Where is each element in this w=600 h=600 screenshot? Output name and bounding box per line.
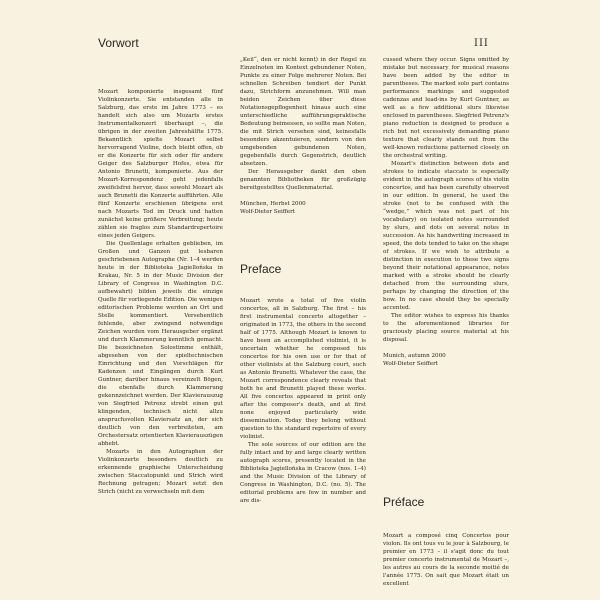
page-number: III <box>474 38 489 49</box>
paragraph: The sole sources of our edition are the fully intact and by and large clearly written autograph scores, presently located in the Biblioteka Jagiellońska in Cracow (nos. 1–4) and the Music Division of the Library of Congress in Washington, D.C. (no. 5). The editorial problems are few in number and are dis- <box>240 442 366 504</box>
signature-name: Wolf-Dieter Seiffert <box>383 361 439 367</box>
paragraph: Mozart a composé cinq Concertos pour violon. Ils ont tous vu le jour à Salzbourg, le premier en 1773 – il s'agit donc du tout premier concerto instrumental de Mozart –, les autres au cours de la seconde moitié de l'année 1775. On sait que Mozart était un excellent <box>383 533 509 587</box>
column-preface-continued <box>383 56 509 368</box>
column-vorwort-continued <box>240 56 366 216</box>
paragraph: Die Quellenlage erhalten geblieben, im Großen und Ganzen gut lesbaren geschriebenen Autographe (Nr. 1–4 werden heute in der Biblioteka Jagiellońska in Krakau, Nr. 5 in der Music Division der Library of Congress in Washington D.C. aufbewahrt) bilden jeweils die einzige Quelle für vorliegende Edition. Die wenigen editorischen Probleme werden an Ort und Stelle kommentiert. Versehentlich fehlende, aber zwingend notwendige Zeichen wurden vom Herausgeber ergänzt und durch Klammerung kenntlich gemacht. Die bezeichneten Solostimme enthält, abgesehen von der spieltechnischen Einrichtung und den Vorschlägen für Kadenzen und Eingängen durch Kurt Guntner, darüber hinaus vereinzelt Bögen, die ebenfalls durch Klammerung gekennzeichnet werden. Der Klavierauszug von Siegfried Petrenz strebt einen gut klingenden, technisch nicht allzu anspruchsvollen Klaviersatz an, der sich deutlich von den verbreiteten, am Orchestersatz orientierten Klavierauszügen abhebt. <box>98 241 223 447</box>
paragraph: Mozart's distinction between dots and strokes to indicate staccato is especially evident in the autograph scores of his violin concertos, and has been carefully observed in our edition. In general, he used the stroke (not to be confused with the “wedge,” which was not part of his vocabulary) on isolated notes surrounded by slurs, and dots on several notes in succession. As his handwriting increased in speed, the dots tended to take on the shape of strokes. If we wish to attribute a distinction in execution to these two signs beyond their notational appearance, notes marked with a stroke should be clearly detached from the surrounding slurs, perhaps by changing the direction of the bow. In no case should they be specially accented. <box>383 161 509 311</box>
paragraph: „Keil“, den er nicht kennt) in der Regel zu Einzelnoten im Kontext gebundener Noten, Punkte zu einer Folge mehrerer Noten. Bei schnellen Schreiben tendiert der Punkt dazu, Strichform anzunehmen. Will man beiden Zeichen über diese Notationsgepflogenheit hinaus auch eine unterschiedliche aufführungspraktische Bedeutung beimessen, so sollte man Noten, die mit Strich versehen sind, keinesfalls besonders akzentuieren, sondern von den umgebenden gebundenen Noten, gegebenfalls durch Gegenstrich, deutlich absetzen. <box>240 57 366 167</box>
signature-place: Munich, autumn 2000 <box>383 353 446 359</box>
paragraph: Der Herausgeber dankt den oben genannten Bibliotheken für großzügig bereitgestelltes Quellenmaterial. <box>240 169 366 191</box>
heading-vorwort: Vorwort <box>98 36 139 50</box>
paragraph: Mozart wrote a total of five violin concertos, all in Salzburg. The first – his first instrumental concerto altogether – originated in 1773, the others in the second half of 1775. Although Mozart is known to have been an accomplished violinist, it is uncertain whether he composed his concertos for his own use or for that of other violinists at the Salzburg court, such as Antonio Brunetti. Whatever the case, the Mozart correspondence clearly reveals that both he and Brunetti played these works. All five concertos appeared in print only after the composer's death, and at first none enjoyed particularly wide dissemination. Today they belong without question to the standard repertoire of every violinist. <box>240 298 366 440</box>
signature-place: München, Herbst 2000 <box>240 201 306 207</box>
paragraph: Mozarts in den Autographen der Violinkonzerte besonders deutlich zu erkennende graphische Unterscheidung zwischen Staccatopunkt und Strich wird Rechnung getragen; Mozart setzt den Strich (nicht zu verwechseln mit dem <box>98 449 223 495</box>
heading-preface-fr: Préface <box>383 495 425 509</box>
column-preface <box>240 297 366 505</box>
paragraph: cussed where they occur. Signs omitted by mistake but necessary for musical reasons have been added by the editor in parentheses. The marked solo part contains performance markings and suggested cadenzas and lead-ins by Kurt Guntner, as well as a few additional slurs likewise enclosed in parentheses. Siegfried Petrenz's piano reduction is designed to produce a rich but not excessively demanding piano texture that clearly stands out from the well-known reductions patterned closely on the orchestral writing. <box>383 57 509 159</box>
column-preface-fr <box>383 532 509 588</box>
signature-name: Wolf-Dieter Seiffert <box>240 209 296 215</box>
paragraph: Mozart komponierte insgesamt fünf Violinkonzerte. Sie entstanden alle in Salzburg, das erste im Jahre 1773 – es handelt sich also um Mozarts erstes Instrumentalkonzert überhaupt –, die übrigen in der zweiten Jahreshälfte 1775. Bekanntlich spielte Mozart selbst hervorragend Violine, doch bleibt offen, ob er die Konzerte für sich oder für andere Geiger des Salzburger Hofes, etwa für Antonio Brunetti, komponierte. Aus der Mozart-Korrespondenz geht jedenfalls zweifelsfrei hervor, dass sowohl Mozart als auch Brunetti die Konzerte aufführten. Alle fünf Konzerte erschienen übrigens erst nach Mozarts Tod im Druck und hatten zunächst keine größere Verbreitung; heute zählen sie fraglos zum Standardrepertoire eines jeden Geigers. <box>98 89 223 239</box>
column-vorwort <box>98 88 223 496</box>
heading-preface: Preface <box>240 262 282 276</box>
paragraph: The editor wishes to express his thanks to the aforementioned libraries for graciously placing source material at his disposal. <box>383 313 509 343</box>
